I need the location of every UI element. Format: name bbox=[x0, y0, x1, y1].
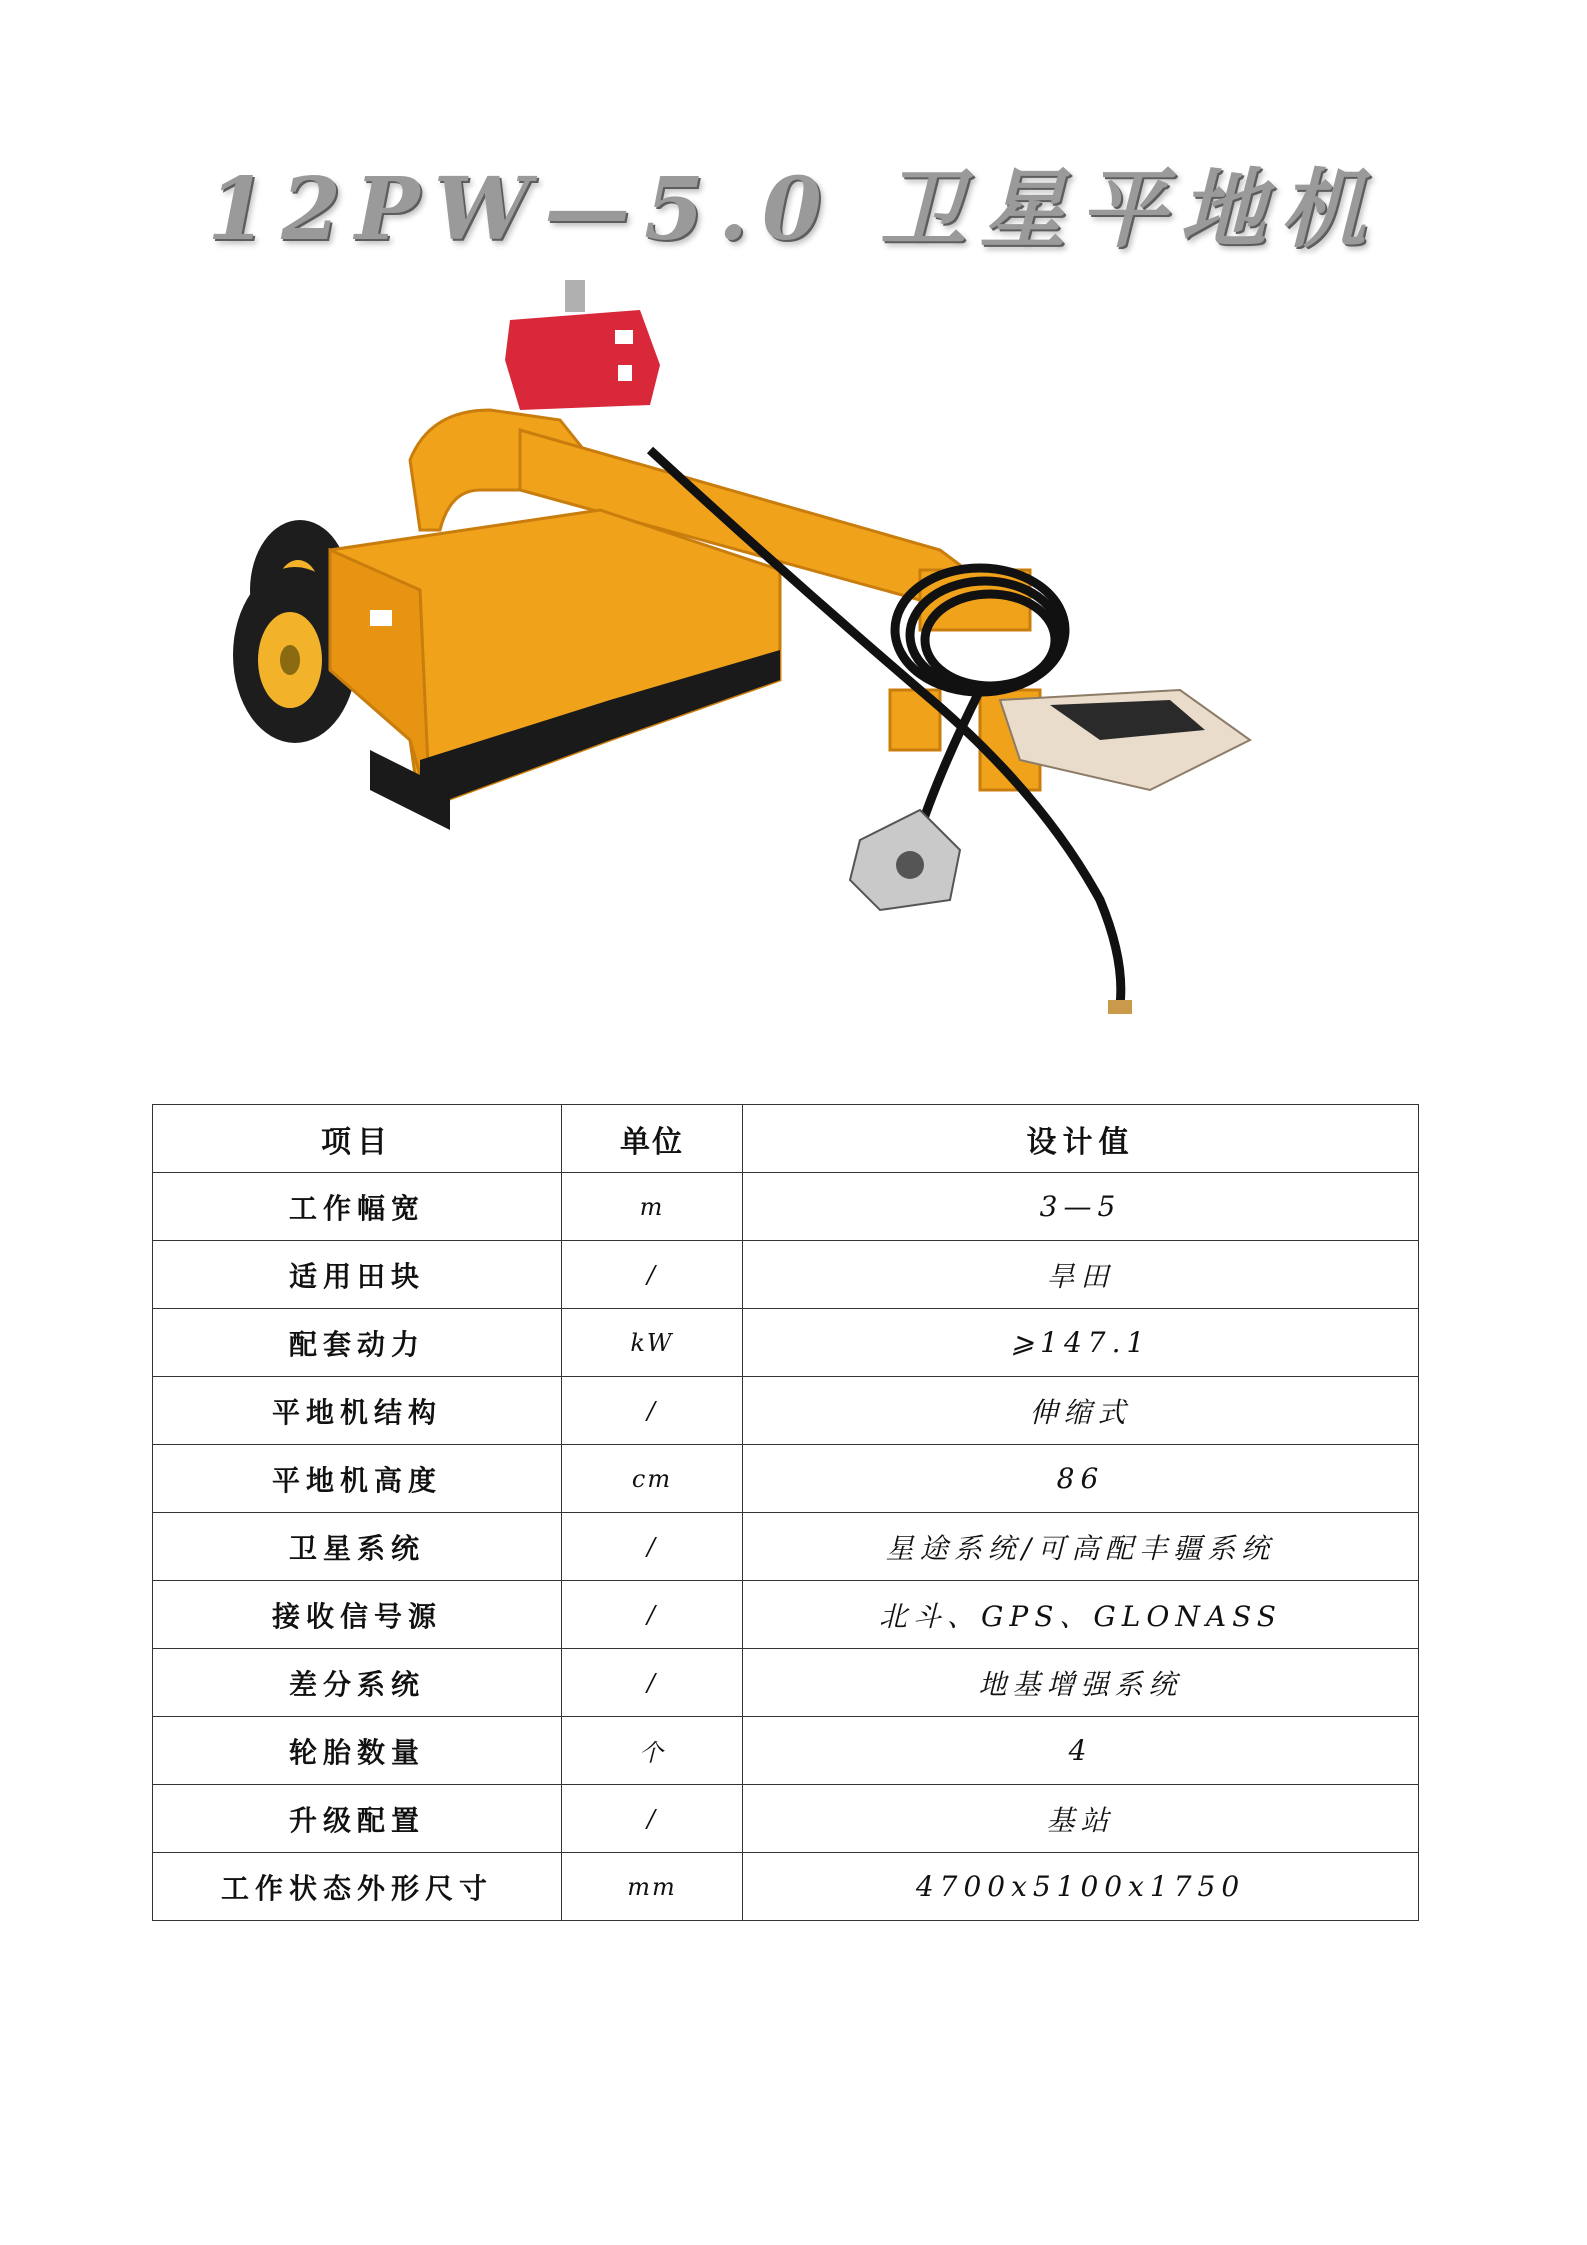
row-unit: / bbox=[562, 1785, 743, 1853]
row-value: 3—5 bbox=[743, 1173, 1419, 1241]
product-photo bbox=[220, 270, 1380, 1090]
table-row bbox=[153, 1785, 1419, 1853]
parts-bag bbox=[850, 810, 960, 910]
row-unit: m bbox=[562, 1173, 743, 1241]
table-row bbox=[153, 1717, 1419, 1785]
table-row bbox=[153, 1377, 1419, 1445]
row-unit: / bbox=[562, 1377, 743, 1445]
header-item: 项目 bbox=[153, 1105, 562, 1173]
row-unit: / bbox=[562, 1241, 743, 1309]
row-item: 接收信号源 bbox=[153, 1581, 562, 1649]
table-row bbox=[153, 1241, 1419, 1309]
row-unit: / bbox=[562, 1513, 743, 1581]
row-item: 升级配置 bbox=[153, 1785, 562, 1853]
row-unit: cm bbox=[562, 1445, 743, 1513]
row-item: 工作幅宽 bbox=[153, 1173, 562, 1241]
row-unit: mm bbox=[562, 1853, 743, 1921]
row-value: ⩾147.1 bbox=[743, 1309, 1419, 1377]
spec-table bbox=[152, 1104, 1419, 1921]
row-value: 旱田 bbox=[743, 1241, 1419, 1309]
row-item: 适用田块 bbox=[153, 1241, 562, 1309]
grading-blade bbox=[330, 510, 780, 830]
row-value: 地基增强系统 bbox=[743, 1649, 1419, 1717]
row-value: 伸缩式 bbox=[743, 1377, 1419, 1445]
row-item: 卫星系统 bbox=[153, 1513, 562, 1581]
row-item: 工作状态外形尺寸 bbox=[153, 1853, 562, 1921]
row-value: 4 bbox=[743, 1717, 1419, 1785]
row-value: 86 bbox=[743, 1445, 1419, 1513]
row-unit: / bbox=[562, 1649, 743, 1717]
header-value: 设计值 bbox=[743, 1105, 1419, 1173]
header-unit: 单位 bbox=[562, 1105, 743, 1173]
row-value: 4700x5100x1750 bbox=[743, 1853, 1419, 1921]
table-header-row bbox=[153, 1105, 1419, 1173]
row-unit: / bbox=[562, 1581, 743, 1649]
table-row bbox=[153, 1853, 1419, 1921]
hydraulic-tank bbox=[505, 280, 660, 410]
row-item: 平地机结构 bbox=[153, 1377, 562, 1445]
table-row bbox=[153, 1513, 1419, 1581]
row-item: 轮胎数量 bbox=[153, 1717, 562, 1785]
table-row bbox=[153, 1445, 1419, 1513]
hose-fitting bbox=[1108, 1000, 1132, 1014]
table-row bbox=[153, 1309, 1419, 1377]
row-unit: 个 bbox=[562, 1717, 743, 1785]
table-row bbox=[153, 1581, 1419, 1649]
row-value: 基站 bbox=[743, 1785, 1419, 1853]
table-row bbox=[153, 1649, 1419, 1717]
table-row bbox=[153, 1173, 1419, 1241]
row-item: 配套动力 bbox=[153, 1309, 562, 1377]
row-item: 差分系统 bbox=[153, 1649, 562, 1717]
row-unit: kW bbox=[562, 1309, 743, 1377]
page-title: 12PW—5.0 卫星平地机 bbox=[207, 159, 1380, 260]
row-value: 星途系统/可高配丰疆系统 bbox=[743, 1513, 1419, 1581]
row-value: 北斗、GPS、GLONASS bbox=[743, 1581, 1419, 1649]
row-item: 平地机高度 bbox=[153, 1445, 562, 1513]
